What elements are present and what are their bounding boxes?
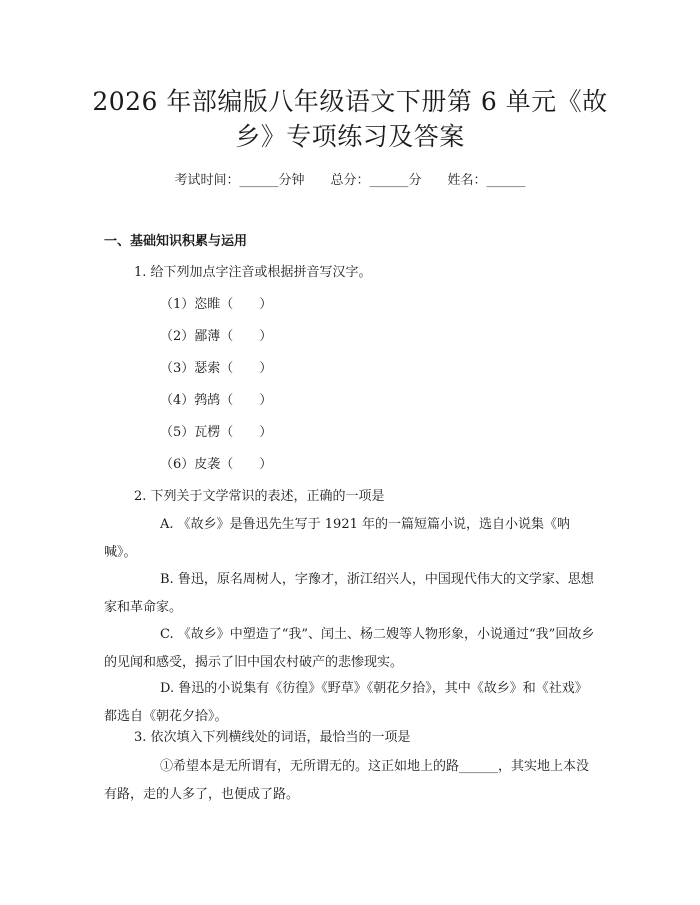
page-title-line-1: 2026 年部编版八年级语文下册第 6 单元《故 — [92, 87, 608, 116]
exam-name: 姓名：______ — [447, 173, 526, 188]
question-1-item: （5）瓦楞（ ） — [160, 425, 273, 440]
question-3-passage: ①希望本是无所谓有，无所谓无的。这正如地上的路______，其实地上本没有路，走的人多了，也便成了路。 — [104, 759, 590, 802]
question-1-item: （2）鄙薄（ ） — [160, 329, 273, 344]
question-1-item: （3）瑟索（ ） — [160, 361, 273, 376]
question-2-option-c: C. 《故乡》中塑造了“我”、闰土、杨二嫂等人物形象，小说通过“我”回故乡的见闻和感受，揭示了旧中国农村破产的悲惨现实。 — [104, 627, 595, 670]
question-3-stem: 3. 依次填入下列横线处的词语，最恰当的一项是 — [134, 730, 411, 745]
question-2-option-d: D. 鲁迅的小说集有《彷徨》《野草》《朝花夕拾》，其中《故乡》和《社戏》都选自《朝花夕拾》。 — [104, 681, 588, 724]
exam-time: 考试时间：______分钟 — [174, 173, 305, 188]
question-1-item: （1）恣睢（ ） — [160, 297, 273, 312]
question-2-option-b: B. 鲁迅，原名周树人，字豫才，浙江绍兴人，中国现代伟大的文学家、思想家和革命家。 — [104, 572, 594, 615]
section-heading-1: 一、基础知识积累与运用 — [104, 234, 248, 249]
question-1-item: （4）鹁鸪（ ） — [160, 393, 273, 408]
question-1-item: （6）皮袭（ ） — [160, 457, 273, 472]
question-2-option-a: A. 《故乡》是鲁迅先生写于 1921 年的一篇短篇小说，选自小说集《呐喊》。 — [104, 517, 571, 560]
question-2-stem: 2. 下列关于文学常识的表述，正确的一项是 — [134, 489, 385, 504]
question-1-stem: 1. 给下列加点字注音或根据拼音写汉字。 — [134, 265, 372, 280]
exam-score: 总分：______分 — [330, 173, 422, 188]
page-title-line-2: 乡》专项练习及答案 — [235, 122, 465, 151]
exam-meta — [0, 169, 700, 188]
